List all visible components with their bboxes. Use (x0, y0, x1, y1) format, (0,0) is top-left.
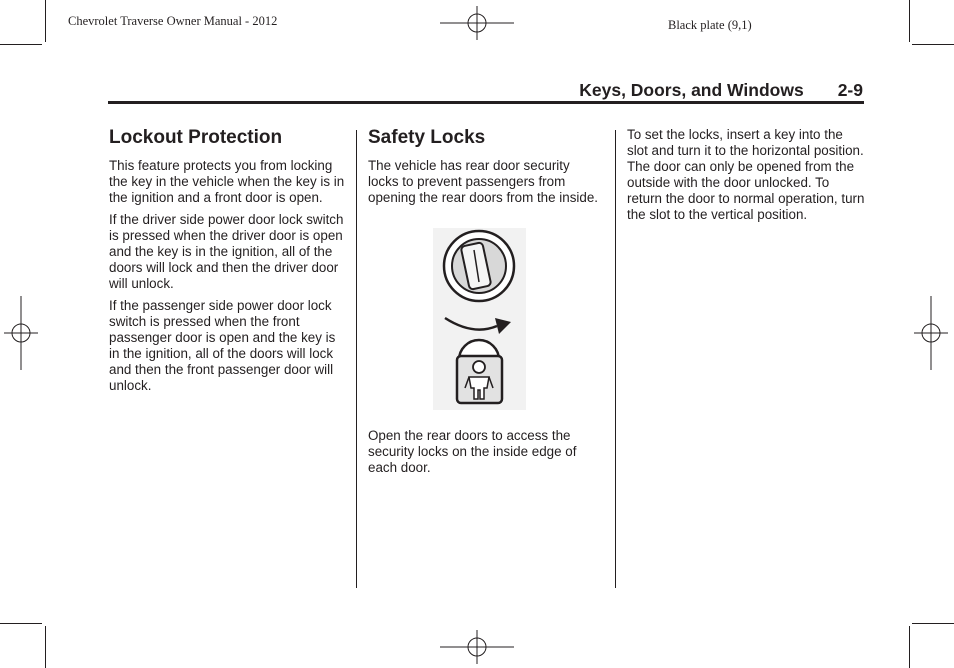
header-rule (108, 101, 864, 104)
paragraph: If the passenger side power door lock switch is pressed when the front passenger door is open and the key is in the ignition, all of the doors will lock and then the front passenger door will unlock. (109, 298, 336, 393)
lock-slot-icon (433, 228, 526, 410)
paragraph: The vehicle has rear door security locks to prevent passengers from opening the rear doors from the inside. (368, 158, 599, 205)
crop-mark (912, 623, 954, 624)
section-title: Keys, Doors, and Windows (579, 80, 804, 100)
plate-label: Black plate (9,1) (668, 18, 752, 32)
paragraph: Open the rear doors to access the security locks on the inside edge of each door. (368, 428, 577, 475)
crop-mark (912, 44, 954, 45)
registration-mark-icon (440, 630, 514, 664)
crop-mark (909, 626, 910, 668)
column-lockout (109, 127, 349, 400)
registration-mark-icon (440, 6, 514, 40)
crop-mark (45, 626, 46, 668)
safety-lock-illustration (433, 228, 526, 410)
column-divider (615, 130, 616, 588)
paragraph: To set the locks, insert a key into the slot and turn it to the horizontal position. The door can only be opened from the outside with the door unlocked. To return the door to normal operation, turn the slot to the vertical position. (627, 127, 865, 222)
page-number: 2-9 (837, 80, 863, 100)
column-instructions (627, 127, 865, 229)
section-header (579, 80, 863, 101)
crop-mark (909, 0, 910, 42)
paragraph: This feature protects you from locking the key in the vehicle when the key is in the ignition and a front door is open. (109, 158, 345, 205)
heading-lockout-protection: Lockout Protection (109, 127, 283, 148)
crop-mark (0, 623, 42, 624)
column-divider (356, 130, 357, 588)
crop-mark (45, 0, 46, 42)
turn-arrow-icon (445, 318, 497, 330)
crop-mark (0, 44, 42, 45)
paragraph: If the driver side power door lock switch is pressed when the driver door is open and the key is in the ignition, all of the doors will lock and then the driver door will unlock. (109, 212, 344, 291)
registration-mark-icon (4, 296, 38, 370)
heading-safety-locks: Safety Locks (368, 127, 486, 148)
manual-title: Chevrolet Traverse Owner Manual - 2012 (68, 14, 278, 28)
column-safety-locks (368, 127, 603, 482)
registration-mark-icon (914, 296, 948, 370)
